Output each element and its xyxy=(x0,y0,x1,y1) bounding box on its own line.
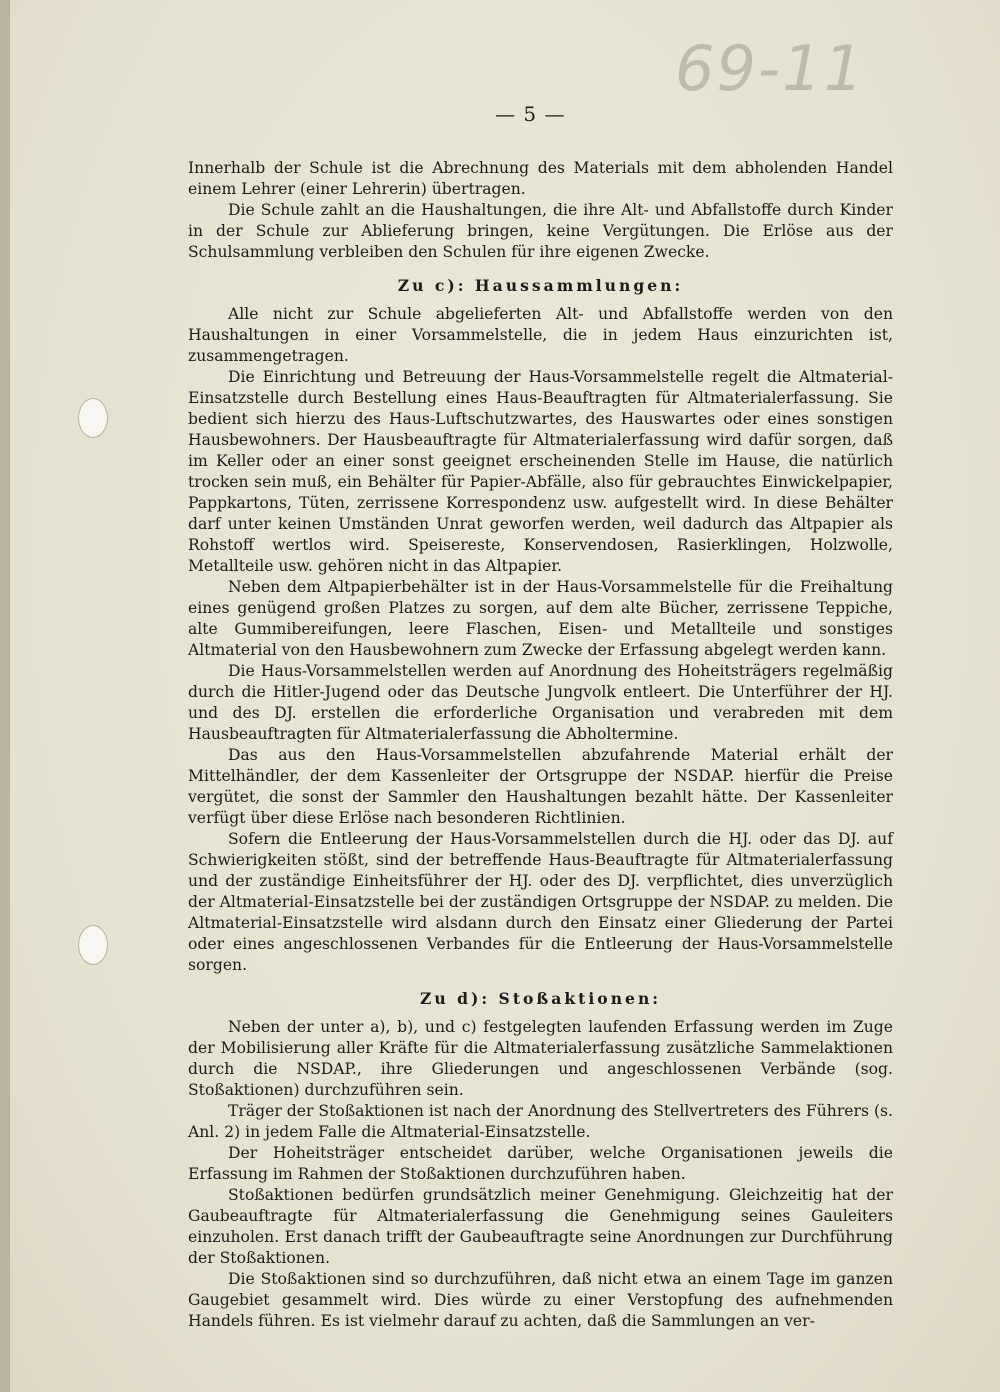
page-number: — 5 — xyxy=(495,102,566,126)
paragraph: Die Schule zahlt an die Haushaltungen, die ihre Alt- und Abfallstoffe durch Kinder in der Schule zur Ablieferung bringen, keine Vergütungen. Die Erlöse aus der Schulsammlung verbleiben den Schulen für ihre eigenen Zwecke. xyxy=(188,201,893,261)
paragraph: Alle nicht zur Schule abgelieferten Alt- und Abfallstoffe werden von den Haushaltungen in einer Vorsammelstelle, die in jedem Haus einzurichten ist, zusammengetragen. xyxy=(188,305,893,365)
paragraph: Die Einrichtung und Betreuung der Haus-Vorsammelstelle regelt die Altmaterial-Einsatzstelle durch Bestellung eines Haus-Beauftragten für Altmaterialerfassung. Sie bedient sich hierzu des Haus-Luftschutzwartes, des Hauswartes oder eines sonstigen Hausbewohners. Der Hausbeauftragte für Altmaterialerfassung wird dafür sorgen, daß im Keller oder an einer sonst geeignet erscheinenden Stelle im Hause, die natürlich trocken sein muß, ein Behälter für Papier-Abfälle, also für gebrauchtes Einwickelpapier, Pappkartons, Tüten, zerrissene Korrespondenz usw. aufgestellt wird. In diese Behälter darf unter keinen Umständen Unrat geworfen werden, weil dadurch das Altpapier als Rohstoff wertlos wird. Speisereste, Konservendosen, Rasierklingen, Holzwolle, Metallteile usw. gehören nicht in das Altpapier. xyxy=(188,368,893,575)
punch-hole-top xyxy=(78,398,108,438)
punch-hole-bottom xyxy=(78,925,108,965)
paragraph: Die Stoßaktionen sind so durchzuführen, daß nicht etwa an einem Tage im ganzen Gaugebiet gesammelt wird. Dies würde zu einer Verstopfung des aufnehmenden Handels führen. Es ist vielmehr darauf zu achten, daß die Sammlungen an ver- xyxy=(188,1270,893,1330)
paragraph: Stoßaktionen bedürfen grundsätzlich meiner Genehmigung. Gleichzeitig hat der Gaubeauftragte für Altmaterialerfassung die Genehmigung seines Gauleiters einzuholen. Erst danach trifft der Gaubeauftragte seine Anordnungen zur Durchführung der Stoßaktionen. xyxy=(188,1186,893,1267)
body-text xyxy=(188,158,893,1332)
paragraph: Neben der unter a), b), und c) festgelegten laufenden Erfassung werden im Zuge der Mobilisierung aller Kräfte für die Altmaterialerfassung zusätzliche Sammelaktionen durch die NSDAP., ihre Gliederungen und angeschlossenen Verbände (sog. Stoßaktionen) durchzuführen sein. xyxy=(188,1018,893,1099)
handwritten-mark: 69-11 xyxy=(675,32,866,105)
page-edge xyxy=(0,0,10,1392)
paragraph: Innerhalb der Schule ist die Abrechnung des Materials mit dem abholenden Handel einem Lehrer (einer Lehrerin) übertragen. xyxy=(188,159,893,198)
section-heading-d: Zu d): Stoßaktionen: xyxy=(419,989,662,1008)
paragraph: Träger der Stoßaktionen ist nach der Anordnung des Stellvertreters des Führers (s. Anl. 2) in jedem Falle die Altmaterial-Einsatzstelle. xyxy=(188,1102,893,1141)
paragraph: Die Haus-Vorsammelstellen werden auf Anordnung des Hoheitsträgers regelmäßig durch die Hitler-Jugend oder das Deutsche Jungvolk entleert. Die Unterführer der HJ. und des DJ. erstellen die erforderliche Organisation und verabreden mit dem Hausbeauftragten für Altmaterialerfassung die Abholtermine. xyxy=(188,662,893,743)
paragraph: Neben dem Altpapierbehälter ist in der Haus-Vorsammelstelle für die Freihaltung eines genügend großen Platzes zu sorgen, auf dem alte Bücher, zerrissene Teppiche, alte Gummibereifungen, leere Flaschen, Eisen- und Metallteile und sonstiges Altmaterial von den Hausbewohnern zum Zwecke der Erfassung abgelegt werden kann. xyxy=(188,578,893,659)
section-heading-c: Zu c): Haussammlungen: xyxy=(397,276,684,295)
paragraph: Der Hoheitsträger entscheidet darüber, welche Organisationen jeweils die Erfassung im Rahmen der Stoßaktionen durchzuführen haben. xyxy=(188,1144,893,1183)
paragraph: Das aus den Haus-Vorsammelstellen abzufahrende Material erhält der Mittelhändler, der dem Kassenleiter der Ortsgruppe der NSDAP. hierfür die Preise vergütet, die sonst der Sammler den Haushaltungen bezahlt hätte. Der Kassenleiter verfügt über diese Erlöse nach besonderen Richtlinien. xyxy=(188,746,893,827)
paragraph: Sofern die Entleerung der Haus-Vorsammelstellen durch die HJ. oder das DJ. auf Schwierigkeiten stößt, sind der betreffende Haus-Beauftragte für Altmaterialerfassung und der zuständige Einheitsführer der HJ. oder des DJ. verpflichtet, dies unverzüglich der Altmaterial-Einsatzstelle bei der zuständigen Ortsgruppe der NSDAP. zu melden. Die Altmaterial-Einsatzstelle wird alsdann durch den Einsatz einer Gliederung der Partei oder eines angeschlossenen Verbandes für die Entleerung der Haus-Vorsammelstelle sorgen. xyxy=(188,830,893,974)
